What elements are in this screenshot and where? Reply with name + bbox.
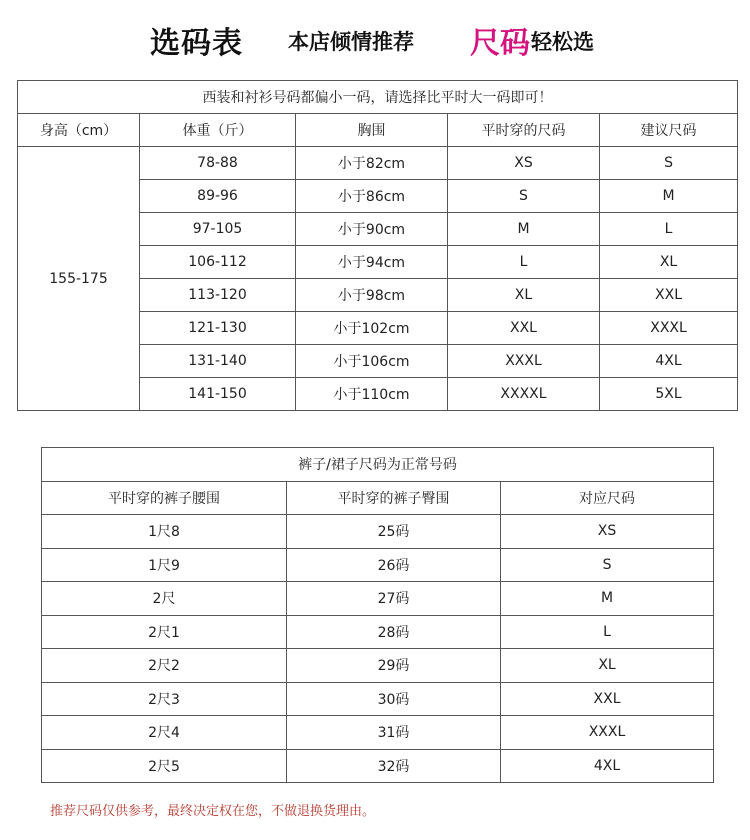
waist-cell: 2尺2 <box>42 649 287 683</box>
hip-cell: 30码 <box>287 682 501 716</box>
size-cell: 4XL <box>501 749 714 783</box>
waist-cell: 2尺4 <box>42 716 287 750</box>
hip-cell: 28码 <box>287 615 501 649</box>
waist-cell: 2尺 <box>42 582 287 616</box>
header-height: 身高（cm） <box>18 114 140 147</box>
usual-size-cell: L <box>448 246 600 279</box>
size-cell: XXXL <box>501 716 714 750</box>
size-cell: M <box>501 582 714 616</box>
usual-size-cell: M <box>448 213 600 246</box>
waist-cell: 2尺1 <box>42 615 287 649</box>
size-cell: XXL <box>501 682 714 716</box>
size-emphasis: 尺码 <box>470 26 530 61</box>
size-cell: S <box>501 548 714 582</box>
chest-cell: 小于110cm <box>296 378 448 411</box>
chest-cell: 小于90cm <box>296 213 448 246</box>
waist-cell: 1尺8 <box>42 515 287 549</box>
usual-size-cell: XS <box>448 147 600 180</box>
suit-table-note-row <box>18 81 738 114</box>
usual-size-cell: XXL <box>448 312 600 345</box>
pants-table-header-row <box>42 481 714 515</box>
usual-size-cell: XXXL <box>448 345 600 378</box>
table-row <box>42 582 714 616</box>
page-header <box>0 14 750 60</box>
table-row <box>42 749 714 783</box>
suggested-size-cell: L <box>600 213 738 246</box>
weight-cell: 97-105 <box>140 213 296 246</box>
chest-cell: 小于86cm <box>296 180 448 213</box>
size-cell: L <box>501 615 714 649</box>
usual-size-cell: XXXXL <box>448 378 600 411</box>
size-cell: XS <box>501 515 714 549</box>
waist-cell: 2尺5 <box>42 749 287 783</box>
hip-cell: 29码 <box>287 649 501 683</box>
suggested-size-cell: XL <box>600 246 738 279</box>
chest-cell: 小于106cm <box>296 345 448 378</box>
header-weight: 体重（斤） <box>140 114 296 147</box>
table-row <box>42 548 714 582</box>
header-size: 对应尺码 <box>501 481 714 515</box>
weight-cell: 131-140 <box>140 345 296 378</box>
size-cell: XL <box>501 649 714 683</box>
page-title: 选码表 <box>150 26 243 61</box>
pants-size-table <box>41 447 714 783</box>
header-suggested-size: 建议尺码 <box>600 114 738 147</box>
table-row <box>42 615 714 649</box>
weight-cell: 121-130 <box>140 312 296 345</box>
suggested-size-cell: XXXL <box>600 312 738 345</box>
weight-cell: 89-96 <box>140 180 296 213</box>
hip-cell: 27码 <box>287 582 501 616</box>
size-emphasis-tail: 轻松选 <box>531 30 594 54</box>
pants-table-note-row <box>42 448 714 482</box>
header-hip: 平时穿的裤子臀围 <box>287 481 501 515</box>
suggested-size-cell: XXL <box>600 279 738 312</box>
pants-table-note: 裤子/裙子尺码为正常号码 <box>42 448 714 482</box>
table-row <box>42 682 714 716</box>
header-chest: 胸围 <box>296 114 448 147</box>
disclaimer-text: 推荐尺码仅供参考，最终决定权在您，不做退换货理由。 <box>50 804 376 819</box>
header-waist: 平时穿的裤子腰围 <box>42 481 287 515</box>
suit-table-note: 西装和衬衫号码都偏小一码，请选择比平时大一码即可！ <box>18 81 738 114</box>
suit-table-header-row <box>18 114 738 147</box>
chest-cell: 小于98cm <box>296 279 448 312</box>
waist-cell: 2尺3 <box>42 682 287 716</box>
usual-size-cell: XL <box>448 279 600 312</box>
chest-cell: 小于82cm <box>296 147 448 180</box>
hip-cell: 31码 <box>287 716 501 750</box>
suggested-size-cell: 4XL <box>600 345 738 378</box>
weight-cell: 106-112 <box>140 246 296 279</box>
suggested-size-cell: M <box>600 180 738 213</box>
table-row <box>42 515 714 549</box>
waist-cell: 1尺9 <box>42 548 287 582</box>
chest-cell: 小于102cm <box>296 312 448 345</box>
table-row <box>42 716 714 750</box>
hip-cell: 26码 <box>287 548 501 582</box>
table-row <box>42 649 714 683</box>
table-row <box>18 147 738 180</box>
suggested-size-cell: 5XL <box>600 378 738 411</box>
hip-cell: 25码 <box>287 515 501 549</box>
page-subtitle: 本店倾情推荐 <box>288 30 414 54</box>
weight-cell: 78-88 <box>140 147 296 180</box>
suggested-size-cell: S <box>600 147 738 180</box>
height-range-cell: 155-175 <box>18 147 140 411</box>
chest-cell: 小于94cm <box>296 246 448 279</box>
suit-size-table <box>17 80 738 411</box>
usual-size-cell: S <box>448 180 600 213</box>
weight-cell: 113-120 <box>140 279 296 312</box>
hip-cell: 32码 <box>287 749 501 783</box>
weight-cell: 141-150 <box>140 378 296 411</box>
header-usual-size: 平时穿的尺码 <box>448 114 600 147</box>
